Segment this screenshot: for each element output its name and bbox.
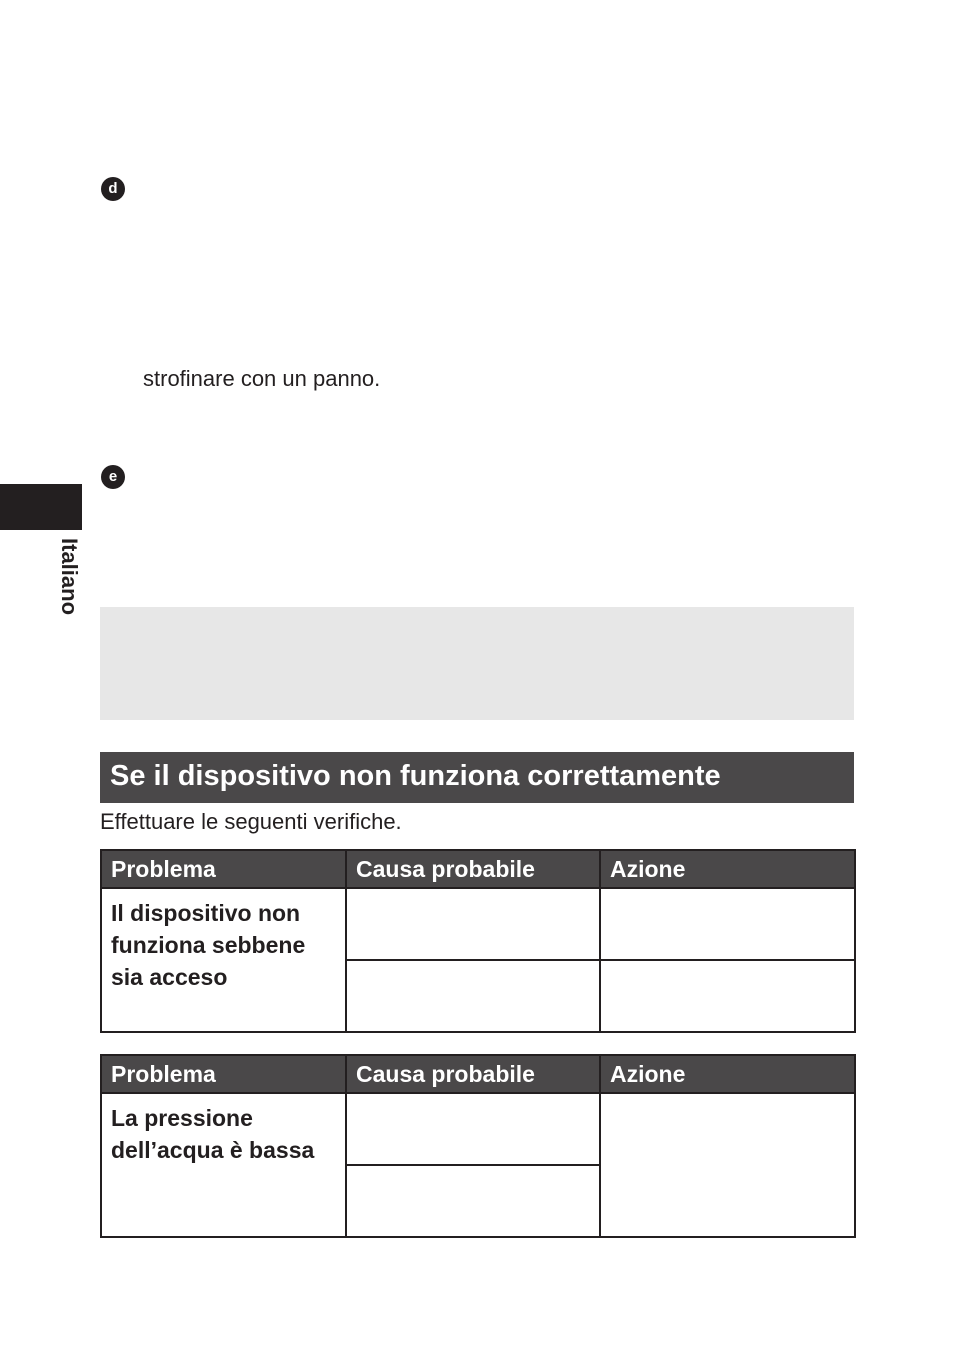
header-action: Azione	[600, 850, 855, 888]
header-action: Azione	[600, 1055, 855, 1093]
header-cause: Causa probabile	[346, 850, 600, 888]
problem-cell: La pressione dell’acqua è bassa	[101, 1093, 346, 1237]
problem-cell: Il dispositivo non funziona sebbene sia acceso	[101, 888, 346, 1032]
cause-cell	[346, 1093, 600, 1165]
section-intro: Effettuare le seguenti verifiche.	[100, 809, 402, 834]
cause-cell	[346, 888, 600, 960]
table-header-row	[101, 1055, 855, 1093]
cause-cell	[346, 960, 600, 1032]
action-cell	[600, 888, 855, 960]
step-marker-e: e	[101, 465, 125, 489]
section-heading: Se il dispositivo non funziona correttamente	[100, 752, 854, 803]
instruction-text: strofinare con un panno.	[143, 366, 381, 391]
note-box	[100, 607, 854, 720]
troubleshooting-table	[100, 849, 856, 1033]
header-problem: Problema	[101, 850, 346, 888]
cause-cell	[346, 1165, 600, 1237]
language-label: Italiano	[57, 538, 82, 616]
header-cause: Causa probabile	[346, 1055, 600, 1093]
action-cell	[600, 960, 855, 1032]
table-row	[101, 1093, 855, 1165]
table-row	[101, 888, 855, 960]
language-tab	[0, 484, 82, 530]
table-header-row	[101, 850, 855, 888]
step-marker-d: d	[101, 177, 125, 201]
action-cell	[600, 1093, 855, 1237]
troubleshooting-table	[100, 1054, 856, 1238]
header-problem: Problema	[101, 1055, 346, 1093]
